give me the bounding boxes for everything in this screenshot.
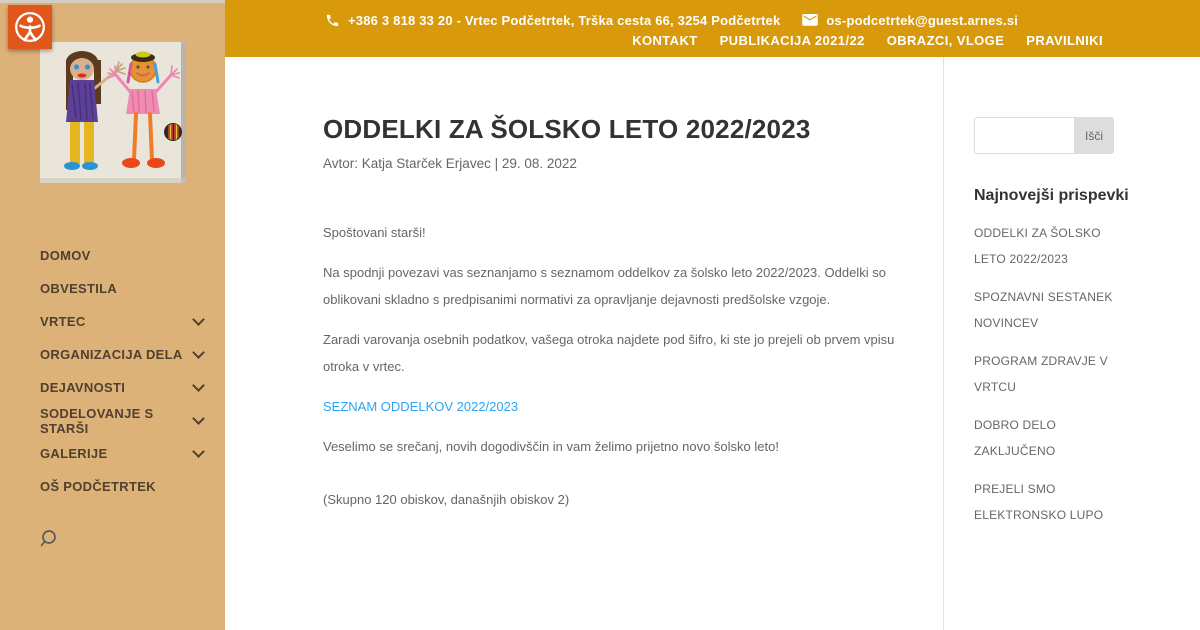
sidebar-item-sodelovanje-s-starsi[interactable]	[0, 404, 225, 437]
envelope-icon	[802, 14, 818, 27]
nav-obrazci-vloge[interactable]: OBRAZCI, VLOGE	[886, 33, 1005, 48]
header-contact-info	[325, 9, 1018, 31]
sidebar-item-obvestila[interactable]	[0, 272, 225, 305]
right-sidebar	[943, 57, 1200, 630]
recent-posts-list	[974, 220, 1116, 528]
recent-post-link[interactable]: DOBRO DELO ZAKLJUČENO	[974, 418, 1057, 458]
post-article	[323, 112, 897, 513]
chevron-down-icon	[192, 412, 205, 425]
sidebar-item-label: DOMOV	[40, 248, 91, 263]
recent-posts-heading: Najnovejši prispevki	[974, 187, 1129, 204]
list-item	[974, 348, 1116, 400]
recent-post-link[interactable]: ODDELKI ZA ŠOLSKO LETO 2022/2023	[974, 226, 1101, 266]
recent-post-link[interactable]: SPOZNAVNI SESTANEK NOVINCEV	[974, 290, 1113, 330]
sidebar-item-os-podcetrtek[interactable]	[0, 470, 225, 503]
header-email-link[interactable]	[802, 13, 1018, 28]
search-form	[974, 117, 1114, 154]
post-closing: Veselimo se srečanj, novih dogodivščin in vam želimo prijetno novo šolsko leto!	[323, 439, 779, 454]
visit-counter: (Skupno 120 obiskov, današnjih obiskov 2)	[323, 492, 570, 507]
post-link-paragraph	[323, 393, 897, 420]
chevron-down-icon	[192, 346, 205, 359]
secondary-nav	[632, 33, 1103, 48]
sidebar-item-label: ORGANIZACIJA DELA	[40, 347, 183, 362]
search-input[interactable]	[974, 117, 1074, 154]
header-email-text: os-podcetrtek@guest.arnes.si	[826, 12, 1019, 28]
nav-pravilniki[interactable]: PRAVILNIKI	[1026, 33, 1103, 48]
sidebar-search-toggle[interactable]	[39, 528, 61, 550]
chevron-down-icon	[192, 445, 205, 458]
chevron-down-icon	[192, 313, 205, 326]
left-sidebar	[0, 0, 225, 630]
nav-publikacija[interactable]: PUBLIKACIJA 2021/22	[719, 33, 865, 48]
sidebar-item-label: OŠ PODČETRTEK	[40, 479, 156, 494]
nav-kontakt[interactable]: KONTAKT	[632, 33, 698, 48]
search-submit-button[interactable]: Išči	[1074, 117, 1114, 154]
list-item	[974, 476, 1116, 528]
sidebar-item-label: OBVESTILA	[40, 281, 118, 296]
header-phone-address: +386 3 818 33 20 - Vrtec Podčetrtek, Trška cesta 66, 3254 Podčetrtek	[348, 12, 781, 28]
sidebar-item-organizacija-dela[interactable]	[0, 338, 225, 371]
post-title: ODDELKI ZA ŠOLSKO LETO 2022/2023	[323, 114, 811, 144]
post-body	[323, 219, 897, 513]
sidebar-item-label: SODELOVANJE S STARŠI	[40, 405, 154, 436]
post-paragraph: Na spodnji povezavi vas seznanjamo s seznamom oddelkov za šolsko leto 2022/2023. Oddelki so oblikovani skladno s predpisanimi normativi za opravljanje dejavnosti predšolske vzgoje.	[323, 265, 886, 307]
sidebar-item-label: DEJAVNOSTI	[40, 380, 126, 395]
site-logo[interactable]	[40, 42, 186, 183]
post-paragraph: Zaradi varovanja osebnih podatkov, vašega otroka najdete pod šifro, ki ste jo prejeli ob prvem vpisu otroka v vrtec.	[323, 332, 895, 374]
main-content	[225, 57, 943, 630]
list-item	[974, 220, 1116, 272]
sidebar-item-galerije[interactable]	[0, 437, 225, 470]
accessibility-widget-button[interactable]	[8, 5, 52, 49]
sidebar-item-domov[interactable]	[0, 239, 225, 272]
seznam-oddelkov-link[interactable]: SEZNAM ODDELKOV 2022/2023	[323, 399, 519, 414]
phone-icon	[325, 13, 340, 28]
search-icon	[39, 528, 61, 550]
sidebar-menu	[0, 239, 225, 503]
sidebar-item-vrtec[interactable]	[0, 305, 225, 338]
post-paragraph: Spoštovani starši!	[323, 225, 426, 240]
sidebar-item-label: GALERIJE	[40, 446, 108, 461]
sidebar-item-label: VRTEC	[40, 314, 86, 329]
list-item	[974, 284, 1116, 336]
accessibility-person-icon	[11, 8, 49, 46]
top-header-bar	[225, 0, 1200, 57]
recent-post-link[interactable]: PREJELI SMO ELEKTRONSKO LUPO	[974, 482, 1104, 522]
chevron-down-icon	[192, 379, 205, 392]
post-meta: Avtor: Katja Starček Erjavec | 29. 08. 2022	[323, 156, 577, 171]
sidebar-item-dejavnosti[interactable]	[0, 371, 225, 404]
children-drawing-logo	[40, 42, 186, 183]
recent-post-link[interactable]: PROGRAM ZDRAVJE V VRTCU	[974, 354, 1108, 394]
list-item	[974, 412, 1116, 464]
